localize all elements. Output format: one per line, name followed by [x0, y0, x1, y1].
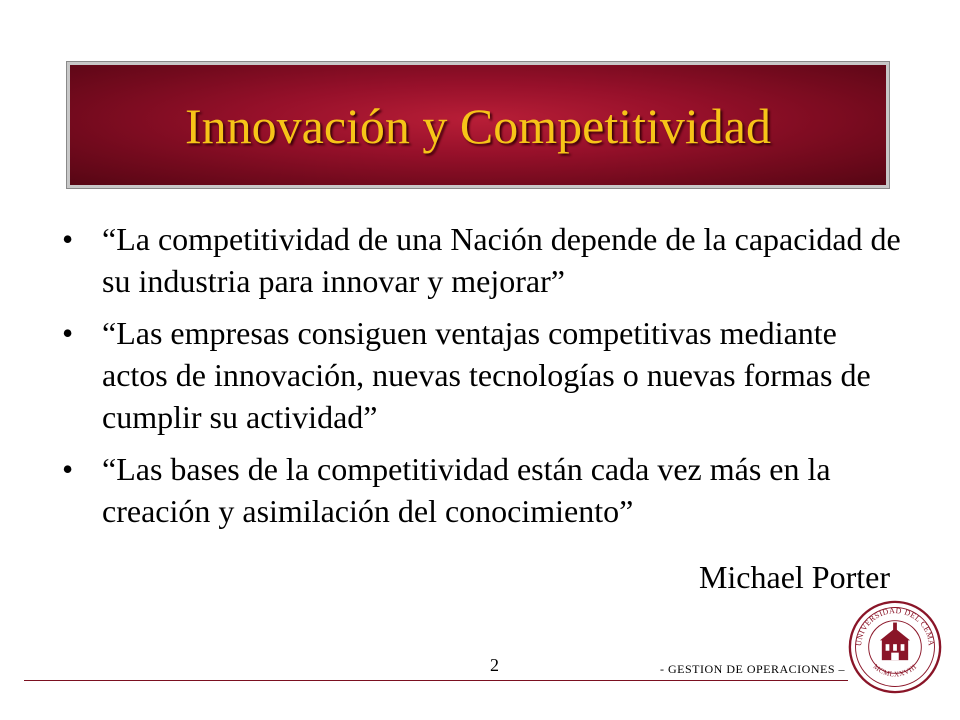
bullet-item [62, 448, 902, 532]
bullet-item [62, 218, 902, 302]
footer-divider [24, 680, 848, 681]
university-seal-icon [848, 600, 942, 694]
quote-attribution: Michael Porter [698, 559, 890, 595]
slide-title: Innovación y Competitividad [184, 98, 771, 154]
bullet-icon: • [62, 315, 74, 351]
title-banner [67, 62, 889, 188]
bullet-list [62, 218, 902, 542]
bullet-item [62, 312, 902, 438]
bullet-text: “Las bases de la competitividad están cada vez más en la creación y asimilación del conocimiento” [102, 451, 831, 529]
bullet-icon: • [62, 221, 74, 257]
svg-text:MCMLXXVIII: MCMLXXVIII [871, 662, 919, 679]
svg-text:UNIVERSIDAD DEL CEMA: UNIVERSIDAD DEL CEMA [854, 606, 936, 647]
bullet-text: “Las empresas consiguen ventajas competitivas mediante actos de innovación, nuevas tecnologías o nuevas formas de cumplir su actividad” [102, 315, 871, 435]
bullet-icon: • [62, 451, 74, 487]
footer-course-label: - GESTION DE OPERACIONES – [660, 662, 845, 676]
bullet-text: “La competitividad de una Nación depende de la capacidad de su industria para innovar y mejorar” [102, 221, 901, 299]
page-number: 2 [490, 655, 499, 675]
